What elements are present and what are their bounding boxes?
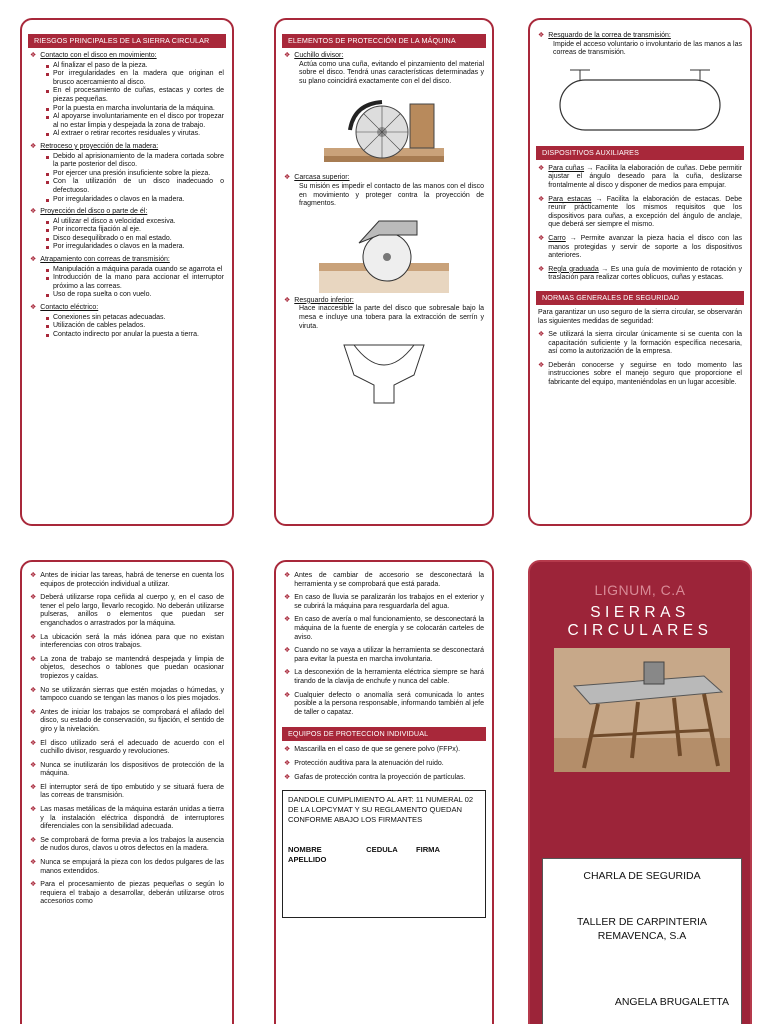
cover-panel bbox=[528, 560, 752, 1024]
general-rule-item bbox=[30, 687, 224, 704]
risk-list bbox=[30, 153, 224, 205]
col-name: NOMBRE APELLIDO bbox=[288, 845, 327, 865]
rule-item-text: Cualquier defecto o anomalía será comunicada lo antes posible a la persona responsable, informando también al jefe de taller o capataz. bbox=[294, 691, 484, 716]
epi-item bbox=[284, 760, 484, 769]
risk-item: Introducción de la mano para accionar el interruptor próximo a las correas. bbox=[46, 274, 224, 291]
belt-guard-illustration bbox=[550, 62, 730, 142]
norm-item-text: Se utilizará la sierra circular únicamente si se cuenta con la capacitación suficiente y la formación específica necesaria, así como la autorización de la empresa. bbox=[548, 331, 742, 356]
resguardo-correa-heading: Resguardo de la correa de transmisión: bbox=[548, 32, 671, 39]
col-firma: FIRMA bbox=[415, 845, 440, 855]
risks-body bbox=[22, 52, 232, 339]
risk-list bbox=[30, 314, 224, 340]
risk-item: Disco desequilibrado o en mal estado. bbox=[46, 235, 224, 244]
general-rule-item bbox=[30, 594, 224, 628]
general-rule-item bbox=[30, 837, 224, 854]
risk-item: Al apoyarse involuntariamente en el disco por tropezar al no estar limpia y despejada la zona de trabajo. bbox=[46, 113, 224, 130]
risk-heading-text: Retroceso y proyección de la madera: bbox=[40, 142, 159, 150]
diamond-bullet-icon: ❖ bbox=[30, 881, 37, 889]
diamond-bullet-icon: ❖ bbox=[30, 633, 37, 641]
diamond-bullet-icon: ❖ bbox=[538, 164, 545, 172]
company-name: LIGNUM, C.A bbox=[594, 582, 686, 598]
diamond-bullet-icon: ❖ bbox=[30, 142, 37, 150]
risk-item: Por irregularidades en la madera que originan el brusco acercamiento al disco. bbox=[46, 70, 224, 87]
risk-heading-text: Atrapamiento con correas de transmisión: bbox=[40, 256, 170, 264]
rule-item bbox=[284, 692, 484, 718]
risk-item: Contacto indirecto por anular la puesta a tierra. bbox=[46, 331, 224, 340]
general-rule-item bbox=[30, 806, 224, 832]
general-rule-item-text: La ubicación será la más idónea para que no existan interferencias con otros trabajos. bbox=[40, 633, 224, 650]
aux-item bbox=[538, 196, 742, 230]
diamond-bullet-icon: ❖ bbox=[30, 806, 37, 814]
diamond-bullet-icon: ❖ bbox=[284, 296, 291, 304]
norms-list bbox=[538, 331, 742, 388]
general-rule-item-text: Antes de iniciar los trabajos se comprobará el afilado del disco, su estado de conservación, su fijación, el sentido de giro y la nivelación. bbox=[40, 708, 224, 733]
charla-title: CHARLA DE SEGURIDA bbox=[583, 870, 701, 882]
signature-box bbox=[282, 790, 486, 918]
rules-list bbox=[276, 572, 492, 717]
general-rule-item-text: Nunca se empujará la pieza con los dedos pulgares de las manos extendidos. bbox=[40, 859, 224, 875]
aux-item-text bbox=[548, 196, 742, 230]
rule-item-text: La desconexión de la herramienta eléctrica siempre se hará tirando de la clavija de enchufe y nunca del cable. bbox=[294, 669, 484, 685]
epi-item-text: Gafas de protección contra la proyección de partículas. bbox=[294, 773, 466, 781]
table-saw-photo bbox=[554, 648, 730, 772]
diamond-bullet-icon: ❖ bbox=[284, 746, 291, 754]
general-rule-item-text: Para el procesamiento de piezas pequeñas o según lo requiera el trabajo a desarrollar, deberán utilizarse otros accesorios como bbox=[40, 881, 224, 906]
aux-item-text bbox=[548, 235, 742, 261]
diamond-bullet-icon: ❖ bbox=[284, 647, 291, 655]
panel-protection bbox=[274, 18, 494, 526]
general-rule-item bbox=[30, 634, 224, 651]
epi-item-text: Mascarilla en el caso de que se genere polvo (FFPx). bbox=[294, 746, 461, 754]
epi-item-text: Protección auditiva para la atenuación del ruido. bbox=[294, 759, 444, 767]
aux-item-desc: → Es una guía de movimiento de rotación y traslación para realizar cortes oblicuos, cuñas y estacas. bbox=[548, 265, 742, 282]
aux-item-term: Para cuñas bbox=[548, 164, 585, 172]
risk-item: Por incorrecta fijación al eje. bbox=[46, 226, 224, 235]
diamond-bullet-icon: ❖ bbox=[284, 691, 291, 699]
carcasa-heading: Carcasa superior: bbox=[294, 174, 350, 182]
risk-heading-text: Proyección del disco o parte de él: bbox=[40, 208, 148, 216]
norms-title: NORMAS GENERALES DE SEGURIDAD bbox=[536, 291, 744, 305]
resguardo-inferior-heading: Resguardo inferior: bbox=[294, 296, 354, 304]
risk-list bbox=[30, 62, 224, 139]
risks-title: RIESGOS PRINCIPALES DE LA SIERRA CIRCULAR bbox=[28, 34, 226, 48]
aux-item-term: Regla graduada bbox=[548, 265, 599, 273]
cuchillo-divisor-illustration bbox=[324, 90, 444, 170]
resguardo-inferior-text: Hace inaccesible la parte del disco que sobresale bajo la mesa e incluye una tobera para la extracción de serrín y viruta. bbox=[299, 305, 484, 330]
aux-item-text bbox=[548, 266, 742, 283]
panel-risks bbox=[20, 18, 234, 526]
aux-item bbox=[538, 235, 742, 261]
general-rule-item bbox=[30, 859, 224, 876]
risk-item: Uso de ropa suelta o con vuelo. bbox=[46, 291, 224, 300]
panel-general-rules bbox=[20, 560, 234, 1024]
risk-heading bbox=[30, 52, 224, 61]
risk-item: Por ejercer una presión insuficiente sobre la pieza. bbox=[46, 170, 224, 179]
diamond-bullet-icon: ❖ bbox=[284, 616, 291, 624]
diamond-bullet-icon: ❖ bbox=[284, 669, 291, 677]
norm-item bbox=[538, 331, 742, 357]
rule-item bbox=[284, 669, 484, 686]
diamond-bullet-icon: ❖ bbox=[538, 331, 545, 339]
col-cedula: CEDULA bbox=[366, 845, 398, 855]
diamond-bullet-icon: ❖ bbox=[30, 304, 37, 312]
epi-item bbox=[284, 774, 484, 783]
diamond-bullet-icon: ❖ bbox=[30, 836, 37, 844]
epi-title: EQUIPOS DE PROTECCION INDIVIDUAL bbox=[282, 727, 486, 741]
diamond-bullet-icon: ❖ bbox=[30, 783, 37, 791]
diamond-bullet-icon: ❖ bbox=[30, 594, 37, 602]
risk-item: Con la utilización de un disco inadecuado o defectuoso. bbox=[46, 178, 224, 195]
product-title: SIERRAS CIRCULARES bbox=[567, 604, 713, 639]
risk-item: En el procesamiento de cuñas, estacas y cortes de piezas pequeñas. bbox=[46, 87, 224, 104]
risk-list bbox=[30, 218, 224, 252]
diamond-bullet-icon: ❖ bbox=[30, 655, 37, 663]
panel-devices bbox=[528, 18, 752, 526]
rule-item-text: En caso de lluvia se paralizarán los trabajos en el exterior y se cubrirá la máquina para resguardarla del agua. bbox=[294, 594, 484, 610]
diamond-bullet-icon: ❖ bbox=[30, 859, 37, 867]
aux-item-term: Carro bbox=[548, 234, 566, 242]
diamond-bullet-icon: ❖ bbox=[30, 52, 37, 59]
general-rule-item-text: No se utilizarán sierras que estén mojadas o húmedas, y tampoco cuando se tengan las manos o los pies mojados. bbox=[40, 686, 224, 703]
diamond-bullet-icon: ❖ bbox=[538, 195, 545, 203]
aux-item bbox=[538, 266, 742, 283]
aux-devices-title: DISPOSITIVOS AUXILIARES bbox=[536, 146, 744, 160]
general-rule-item bbox=[30, 740, 224, 757]
risk-item: Utilización de cables pelados. bbox=[46, 322, 224, 331]
resguardo-correa-text: Impide el acceso voluntario o involuntario de las manos a las correas de transmisión. bbox=[553, 40, 742, 57]
general-rule-item bbox=[30, 656, 224, 682]
aux-item-desc: → Facilita la elaboración de cuñas. Debe permitir ajustar el ángulo deseado para la cuña, deslizarse frontalmente al disco y disponer de medios para empujar. bbox=[548, 164, 742, 189]
risk-heading bbox=[30, 256, 224, 265]
general-rule-item-text: Se comprobará de forma previa a los trabajos la ausencia de nudos duros, clavos u otros defectos en la madera. bbox=[40, 836, 224, 853]
cover-info-box bbox=[542, 858, 742, 1024]
risk-item: Por irregularidades o clavos en la madera. bbox=[46, 243, 224, 252]
diamond-bullet-icon: ❖ bbox=[30, 208, 37, 216]
general-rule-item bbox=[30, 762, 224, 779]
rule-item-text: Antes de cambiar de accesorio se desconectará la herramienta y se comprobará que está parada. bbox=[294, 572, 484, 588]
risk-heading bbox=[30, 304, 224, 313]
taller-name: TALLER DE CARPINTERIA REMAVENCA, S.A bbox=[577, 916, 707, 942]
diamond-bullet-icon: ❖ bbox=[284, 773, 291, 781]
diamond-bullet-icon: ❖ bbox=[284, 594, 291, 602]
rule-item bbox=[284, 616, 484, 642]
diamond-bullet-icon: ❖ bbox=[284, 52, 291, 59]
norm-item bbox=[538, 362, 742, 388]
carcasa-text: Su misión es impedir el contacto de las manos con el disco en movimiento y proteger contra la proyección de fragmentos. bbox=[299, 182, 484, 208]
general-rule-item-text: Antes de iniciar las tareas, habrá de tenerse en cuenta los equipos de protección individual a utilizar. bbox=[40, 572, 224, 588]
risk-item: Al extraer o retirar recortes residuales y virutas. bbox=[46, 130, 224, 139]
diamond-bullet-icon: ❖ bbox=[284, 174, 291, 182]
diamond-bullet-icon: ❖ bbox=[30, 708, 37, 716]
aux-item-desc: → Permite avanzar la pieza hacia el disco con las manos protegidas y servir de soporte a los dispositivos anteriores. bbox=[548, 234, 742, 260]
resguardo-inferior-illustration bbox=[324, 335, 444, 405]
risk-list bbox=[30, 266, 224, 300]
diamond-bullet-icon: ❖ bbox=[284, 759, 291, 767]
risk-item: Debido al aprisionamiento de la madera cortada sobre la parte posterior del disco. bbox=[46, 153, 224, 170]
general-rule-item-text: El interruptor será de tipo embutido y se situará fuera de las correas de transmisión. bbox=[40, 783, 224, 800]
diamond-bullet-icon: ❖ bbox=[30, 686, 37, 694]
risk-heading-text: Contacto eléctrico: bbox=[40, 304, 99, 312]
diamond-bullet-icon: ❖ bbox=[284, 572, 291, 579]
signature-statement: DANDOLE CUMPLIMIENTO AL ART: 11 NUMERAL 02 DE LA LOPCYMAT Y SU REGLAMENTO QUEDAN CONFORME ABAJO LOS FIRMANTES bbox=[288, 795, 474, 825]
author-name: ANGELA BRUGALETTA bbox=[614, 996, 729, 1008]
diamond-bullet-icon: ❖ bbox=[30, 739, 37, 747]
diamond-bullet-icon: ❖ bbox=[538, 265, 545, 273]
risk-item: Conexiones sin petacas adecuadas. bbox=[46, 314, 224, 323]
aux-item-text bbox=[548, 165, 742, 191]
panel-rules-epi bbox=[274, 560, 494, 1024]
general-rule-item-text: El disco utilizado será el adecuado de acuerdo con el cuchillo divisor, resguardo y revoluciones. bbox=[40, 739, 224, 756]
aux-item-desc: → Facilita la elaboración de estacas. Debe reunir prácticamente los mismos requisitos que los dispositivos para cuñas, a excepción del ángulo de anclaje, que deberá ser siempre el mismo. bbox=[548, 195, 742, 229]
diamond-bullet-icon: ❖ bbox=[538, 361, 545, 369]
aux-devices-body bbox=[530, 165, 750, 283]
general-rule-item bbox=[30, 881, 224, 907]
risk-item: Por irregularidades o clavos en la madera. bbox=[46, 196, 224, 205]
diamond-bullet-icon: ❖ bbox=[30, 761, 37, 769]
diamond-bullet-icon: ❖ bbox=[538, 32, 545, 39]
carcasa-superior-illustration bbox=[319, 213, 449, 293]
risk-heading bbox=[30, 143, 224, 152]
risk-heading bbox=[30, 208, 224, 217]
aux-item-term: Para estacas bbox=[548, 195, 592, 203]
diamond-bullet-icon: ❖ bbox=[30, 572, 37, 579]
epi-item bbox=[284, 746, 484, 755]
rule-item bbox=[284, 647, 484, 664]
general-rule-item-text: La zona de trabajo se mantendrá despejada y limpia de objetos, desechos o tablones que puedan ocasionar tropiezos y caídas. bbox=[40, 655, 224, 680]
rule-item-text: Cuando no se vaya a utilizar la herramienta se desconectará para evitar la puesta en marcha involuntaria. bbox=[294, 647, 484, 663]
diamond-bullet-icon: ❖ bbox=[538, 234, 545, 242]
risk-item: Manipulación a máquina parada cuando se agarrota el bbox=[46, 266, 224, 275]
protection-title: ELEMENTOS DE PROTECCIÓN DE LA MÁQUINA bbox=[282, 34, 486, 48]
risk-item: Al finalizar el paso de la pieza. bbox=[46, 62, 224, 71]
general-rule-item bbox=[30, 572, 224, 589]
general-rule-item bbox=[30, 709, 224, 735]
risk-item: Por la puesta en marcha involuntaria de la máquina. bbox=[46, 105, 224, 114]
general-rule-item-text: Nunca se inutilizarán los dispositivos de protección de la máquina. bbox=[40, 761, 224, 778]
diamond-bullet-icon: ❖ bbox=[30, 256, 37, 264]
aux-item bbox=[538, 165, 742, 191]
norm-item-text: Deberán conocerse y seguirse en todo momento las instrucciones sobre el manejo seguro que proporcione el fabricante del equipo, manteniéndolas en un lugar accesible. bbox=[548, 361, 742, 387]
risk-item: Al utilizar el disco a velocidad excesiva. bbox=[46, 218, 224, 227]
general-rule-item-text: Deberá utilizarse ropa ceñida al cuerpo y, en el caso de tener el pelo largo, llevarlo recogido. No deberán utilizarse pulseras, anillos o elementos que puedan ser enganchados o arrastrados por la máquina. bbox=[40, 594, 224, 627]
epi-list bbox=[276, 746, 492, 782]
general-rules-list bbox=[22, 572, 232, 907]
rule-item bbox=[284, 572, 484, 589]
general-rule-item-text: Las masas metálicas de la máquina estarán unidas a tierra y la instalación eléctrica dispondrá de interruptores diferenciales con la sensibilidad adecuada. bbox=[40, 806, 224, 831]
norms-intro: Para garantizar un uso seguro de la sierra circular, se observarán las siguientes medidas de seguridad: bbox=[538, 308, 742, 325]
rule-item-text: En caso de avería o mal funcionamiento, se desconectará la máquina de la fuente de energía y se colocarán carteles de aviso. bbox=[294, 616, 484, 641]
rule-item bbox=[284, 594, 484, 611]
cuchillo-heading: Cuchillo divisor: bbox=[294, 52, 344, 59]
general-rule-item bbox=[30, 784, 224, 801]
cuchillo-text: Actúa como una cuña, evitando el pinzamiento del material sobre el disco. Tendrá unas características determinadas y su plano coincidirá exactamente con el del disco. bbox=[299, 60, 484, 85]
risk-heading-text: Contacto con el disco en movimiento: bbox=[40, 52, 157, 59]
